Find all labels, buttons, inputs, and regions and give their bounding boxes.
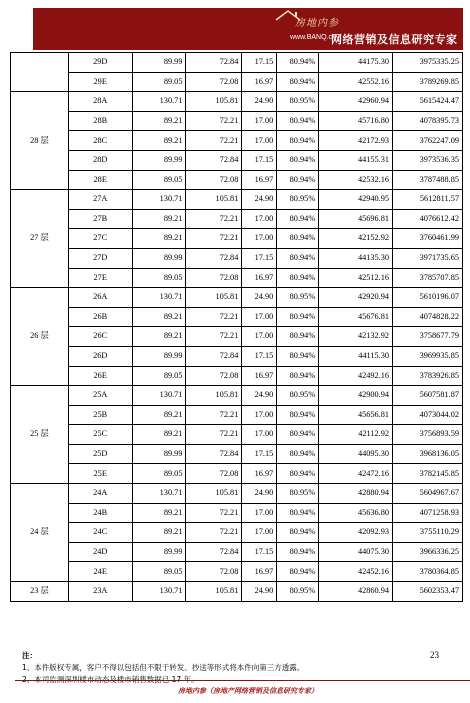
value-cell: 89.05 [132,366,186,386]
value-cell: 72.08 [186,268,242,288]
value-cell: 5615424.47 [393,92,463,112]
value-cell: 89.21 [132,405,186,425]
value-cell: 89.05 [132,268,186,288]
value-cell: 80.94% [277,229,319,249]
table-row [11,248,463,268]
value-cell: 17.00 [242,209,277,229]
value-cell: 89.21 [132,425,186,445]
value-cell: 3966336.25 [393,542,463,562]
value-cell: 4071258.93 [393,503,463,523]
value-cell: 72.21 [186,209,242,229]
value-cell: 80.94% [277,405,319,425]
value-cell: 45636.80 [319,503,393,523]
unit-cell: 24B [68,503,132,523]
value-cell: 4073044.02 [393,405,463,425]
table-row [11,503,463,523]
value-cell: 5612811.57 [393,190,463,210]
value-cell: 72.84 [186,542,242,562]
value-cell: 72.21 [186,425,242,445]
table-row [11,307,463,327]
table-row [11,562,463,582]
value-cell: 89.21 [132,209,186,229]
value-cell: 72.21 [186,503,242,523]
value-cell: 72.84 [186,444,242,464]
table-row [11,111,463,131]
table-row [11,72,463,92]
value-cell: 80.95% [277,190,319,210]
value-cell: 44075.30 [319,542,393,562]
value-cell: 24.90 [242,190,277,210]
value-cell: 45676.81 [319,307,393,327]
value-cell: 72.84 [186,150,242,170]
value-cell: 89.05 [132,170,186,190]
value-cell: 80.94% [277,209,319,229]
table-row [11,229,463,249]
unit-cell: 28D [68,150,132,170]
value-cell: 72.21 [186,405,242,425]
table-row [11,209,463,229]
floor-cell: 28 层 [11,92,69,190]
unit-cell: 26B [68,307,132,327]
table-row [11,190,463,210]
value-cell: 72.84 [186,346,242,366]
table-row [11,386,463,406]
unit-cell: 29D [68,53,132,73]
table-row [11,92,463,112]
value-cell: 89.99 [132,542,186,562]
value-cell: 3755110.29 [393,523,463,543]
value-cell: 24.90 [242,582,277,602]
value-cell: 17.00 [242,523,277,543]
value-cell: 44175.30 [319,53,393,73]
floor-cell: 26 层 [11,288,69,386]
value-cell: 17.00 [242,307,277,327]
value-cell: 17.00 [242,327,277,347]
value-cell: 80.95% [277,92,319,112]
table-row [11,150,463,170]
value-cell: 80.95% [277,582,319,602]
logo-text: 房地内参 [295,18,339,29]
value-cell: 42472.16 [319,464,393,484]
sales-table [10,52,463,602]
note-item: 1、本件版权专属，客户不得以包括但不限于转发、抄送等形式将本件向第三方透露。 [22,663,305,672]
value-cell: 89.99 [132,248,186,268]
value-cell: 72.08 [186,562,242,582]
value-cell: 80.94% [277,268,319,288]
unit-cell: 28A [68,92,132,112]
value-cell: 42512.16 [319,268,393,288]
value-cell: 89.21 [132,229,186,249]
footer-text: 房地内参（房地产网络营销及信息研究专家） [178,686,318,695]
page-number: 23 [430,650,439,660]
value-cell: 105.81 [186,484,242,504]
value-cell: 3780364.85 [393,562,463,582]
value-cell: 17.15 [242,346,277,366]
value-cell: 42172.93 [319,131,393,151]
header-banner [33,8,463,50]
value-cell: 17.00 [242,131,277,151]
value-cell: 44135.30 [319,248,393,268]
value-cell: 3971735.65 [393,248,463,268]
value-cell: 105.81 [186,386,242,406]
value-cell: 24.90 [242,484,277,504]
unit-cell: 24C [68,523,132,543]
unit-cell: 25D [68,444,132,464]
value-cell: 72.21 [186,523,242,543]
value-cell: 72.21 [186,229,242,249]
unit-cell: 28B [68,111,132,131]
table-row [11,131,463,151]
unit-cell: 27E [68,268,132,288]
value-cell: 4078395.73 [393,111,463,131]
value-cell: 80.94% [277,346,319,366]
value-cell: 42880.94 [319,484,393,504]
value-cell: 89.99 [132,346,186,366]
value-cell: 16.97 [242,268,277,288]
table-row [11,53,463,73]
value-cell: 44095.30 [319,444,393,464]
unit-cell: 24D [68,542,132,562]
value-cell: 4076612.42 [393,209,463,229]
table-row [11,464,463,484]
value-cell: 89.21 [132,111,186,131]
value-cell: 80.94% [277,444,319,464]
value-cell: 42092.93 [319,523,393,543]
value-cell: 45696.81 [319,209,393,229]
value-cell: 24.90 [242,92,277,112]
unit-cell: 27D [68,248,132,268]
value-cell: 17.00 [242,111,277,131]
unit-cell: 26C [68,327,132,347]
value-cell: 3783926.85 [393,366,463,386]
value-cell: 3785707.85 [393,268,463,288]
table-row [11,288,463,308]
unit-cell: 26A [68,288,132,308]
value-cell: 89.21 [132,131,186,151]
value-cell: 89.99 [132,53,186,73]
value-cell: 130.71 [132,386,186,406]
value-cell: 89.05 [132,562,186,582]
table-row [11,170,463,190]
unit-cell: 25E [68,464,132,484]
value-cell: 80.94% [277,170,319,190]
value-cell: 72.08 [186,72,242,92]
value-cell: 130.71 [132,92,186,112]
value-cell: 17.15 [242,542,277,562]
value-cell: 5604967.67 [393,484,463,504]
value-cell: 105.81 [186,190,242,210]
value-cell: 3789269.85 [393,72,463,92]
unit-cell: 26E [68,366,132,386]
notes-title: 注： [22,651,37,660]
unit-cell: 25B [68,405,132,425]
banner-slogan: 网络营销及信息研究专家 [331,33,458,46]
value-cell: 42900.94 [319,386,393,406]
value-cell: 17.00 [242,503,277,523]
value-cell: 80.94% [277,523,319,543]
value-cell: 72.21 [186,307,242,327]
value-cell: 80.94% [277,366,319,386]
value-cell: 80.94% [277,425,319,445]
value-cell: 3760461.99 [393,229,463,249]
value-cell: 42452.16 [319,562,393,582]
value-cell: 72.08 [186,464,242,484]
value-cell: 80.94% [277,150,319,170]
value-cell: 3968136.05 [393,444,463,464]
value-cell: 89.21 [132,307,186,327]
value-cell: 44115.30 [319,346,393,366]
value-cell: 17.15 [242,53,277,73]
table-row [11,405,463,425]
value-cell: 72.84 [186,53,242,73]
value-cell: 24.90 [242,288,277,308]
value-cell: 89.21 [132,327,186,347]
value-cell: 16.97 [242,72,277,92]
value-cell: 89.99 [132,150,186,170]
value-cell: 89.05 [132,72,186,92]
value-cell: 42152.92 [319,229,393,249]
value-cell: 42552.16 [319,72,393,92]
value-cell: 89.99 [132,444,186,464]
value-cell: 3973536.35 [393,150,463,170]
table-row [11,542,463,562]
value-cell: 105.81 [186,92,242,112]
value-cell: 72.21 [186,131,242,151]
value-cell: 42532.16 [319,170,393,190]
value-cell: 3787488.85 [393,170,463,190]
unit-cell: 26D [68,346,132,366]
unit-cell: 25A [68,386,132,406]
value-cell: 17.00 [242,229,277,249]
value-cell: 24.90 [242,386,277,406]
unit-cell: 25C [68,425,132,445]
value-cell: 72.08 [186,366,242,386]
floor-cell: 24 层 [11,484,69,582]
unit-cell: 24A [68,484,132,504]
value-cell: 80.95% [277,288,319,308]
value-cell: 3762247.09 [393,131,463,151]
table-row [11,366,463,386]
value-cell: 130.71 [132,288,186,308]
value-cell: 80.94% [277,503,319,523]
value-cell: 72.21 [186,111,242,131]
value-cell: 80.94% [277,131,319,151]
value-cell: 5602353.47 [393,582,463,602]
floor-cell: 23 层 [11,582,69,602]
value-cell: 80.95% [277,386,319,406]
value-cell: 5607581.87 [393,386,463,406]
table-row [11,582,463,602]
value-cell: 16.97 [242,562,277,582]
value-cell: 42132.92 [319,327,393,347]
value-cell: 3975335.25 [393,53,463,73]
value-cell: 130.71 [132,582,186,602]
table-row [11,484,463,504]
value-cell: 80.94% [277,464,319,484]
value-cell: 4074828.22 [393,307,463,327]
value-cell: 130.71 [132,190,186,210]
table-row [11,425,463,445]
value-cell: 45656.81 [319,405,393,425]
unit-cell: 24E [68,562,132,582]
table-row [11,327,463,347]
value-cell: 89.05 [132,464,186,484]
value-cell: 72.08 [186,170,242,190]
value-cell: 42112.92 [319,425,393,445]
unit-cell: 27B [68,209,132,229]
table-row [11,346,463,366]
value-cell: 16.97 [242,366,277,386]
value-cell: 80.94% [277,111,319,131]
floor-cell: 25 层 [11,386,69,484]
value-cell: 80.94% [277,248,319,268]
unit-cell: 29E [68,72,132,92]
value-cell: 89.21 [132,523,186,543]
unit-cell: 28C [68,131,132,151]
footer-divider [15,680,470,681]
value-cell: 72.84 [186,248,242,268]
value-cell: 42920.94 [319,288,393,308]
value-cell: 42860.94 [319,582,393,602]
value-cell: 80.94% [277,542,319,562]
value-cell: 17.15 [242,248,277,268]
value-cell: 17.00 [242,405,277,425]
value-cell: 45716.80 [319,111,393,131]
value-cell: 3758677.79 [393,327,463,347]
value-cell: 130.71 [132,484,186,504]
value-cell: 80.94% [277,327,319,347]
unit-cell: 27A [68,190,132,210]
table-row [11,268,463,288]
unit-cell: 27C [68,229,132,249]
value-cell: 42492.16 [319,366,393,386]
unit-cell: 28E [68,170,132,190]
value-cell: 17.15 [242,150,277,170]
value-cell: 80.94% [277,307,319,327]
value-cell: 16.97 [242,464,277,484]
value-cell: 3969935.85 [393,346,463,366]
value-cell: 3782145.85 [393,464,463,484]
floor-cell [11,53,69,92]
value-cell: 17.00 [242,425,277,445]
value-cell: 5610196.07 [393,288,463,308]
value-cell: 16.97 [242,170,277,190]
value-cell: 3756893.59 [393,425,463,445]
value-cell: 42940.95 [319,190,393,210]
value-cell: 80.94% [277,72,319,92]
value-cell: 42960.94 [319,92,393,112]
value-cell: 80.94% [277,53,319,73]
value-cell: 80.94% [277,562,319,582]
logo-url: www.BANQ.cn [290,34,336,41]
value-cell: 89.21 [132,503,186,523]
table-row [11,523,463,543]
value-cell: 44155.31 [319,150,393,170]
unit-cell: 23A [68,582,132,602]
table-row [11,444,463,464]
value-cell: 17.15 [242,444,277,464]
value-cell: 105.81 [186,288,242,308]
value-cell: 105.81 [186,582,242,602]
value-cell: 72.21 [186,327,242,347]
value-cell: 80.95% [277,484,319,504]
floor-cell: 27 层 [11,190,69,288]
